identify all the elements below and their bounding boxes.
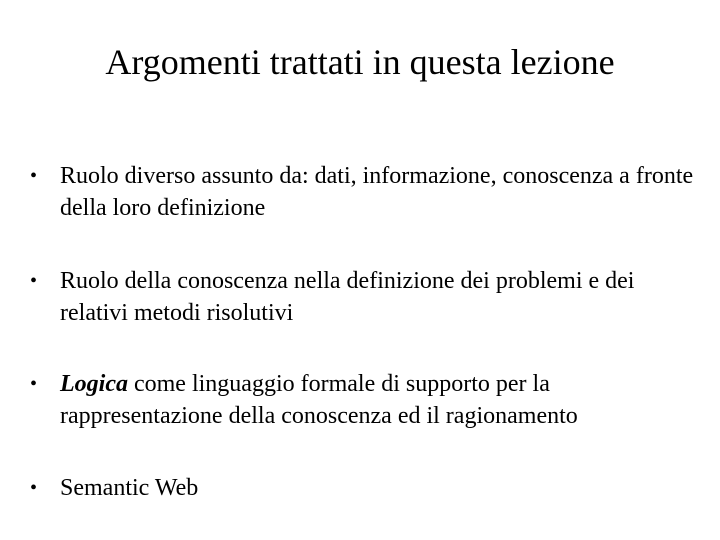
bullet-item: [30, 472, 700, 504]
bullet-item: [30, 265, 700, 329]
bullet-text: Ruolo della conoscenza nella definizione dei problemi e dei relativi metodi risolutivi: [60, 268, 635, 326]
bullet-text: come linguaggio formale di supporto per la rappresentazione della conoscenza ed il ragionamento: [60, 371, 578, 429]
bullet-text: Semantic Web: [60, 475, 199, 501]
bullet-marker: •: [30, 165, 38, 187]
bullet-text-container: [60, 368, 700, 432]
bullet-emphasis: Logica: [60, 371, 128, 397]
slide-title: Argomenti trattati in questa lezione: [105, 42, 615, 82]
bullet-marker: •: [30, 270, 38, 292]
bullet-item: [30, 368, 700, 432]
bullet-text: Ruolo diverso assunto da: dati, informazione, conoscenza a fronte della loro definizione: [60, 163, 694, 221]
bullet-marker: •: [30, 477, 38, 499]
bullet-marker: •: [30, 373, 38, 395]
bullet-item: [30, 160, 700, 224]
